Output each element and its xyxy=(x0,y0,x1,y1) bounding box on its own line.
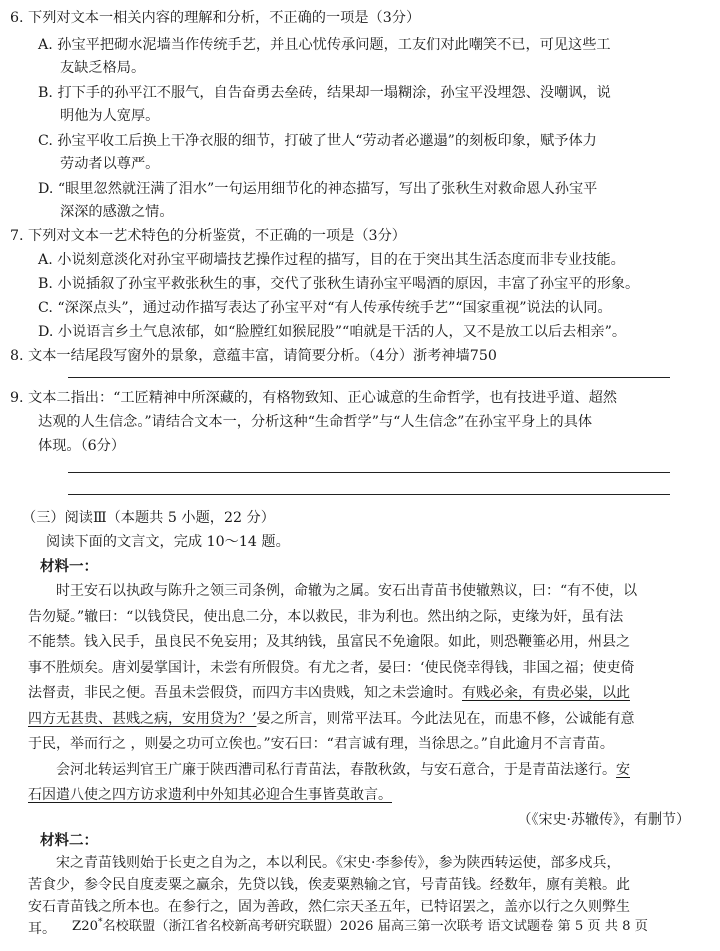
underlined-sentence-rest: 石因遣八使之四方访求遗利中外知其必迎合生事皆莫敢言。 xyxy=(28,787,392,803)
q6-option-d: D. “眼里忽然就汪满了泪水”一句运用细节化的神态描写，写出了张秋生对救命恩人孙宝平 xyxy=(38,181,598,197)
q6-option-c-cont: 劳动者以尊严。 xyxy=(60,156,160,172)
material1-line-text: 会河北转运判官王广廉于陕西漕司私行青苗法，春散秋敛，与安石意合，于是青苗法遂行。 xyxy=(28,761,616,778)
q6-stem: 6. 下列对文本一相关内容的理解和分析，不正确的一项是（3分） xyxy=(10,10,421,26)
material2-label: 材料二： xyxy=(40,832,98,849)
q9-answer-line-1 xyxy=(68,472,670,473)
q6-option-a: A. 孙宝平把砌水泥墙当作传统手艺，并且心忧传承问题，工友们对此嘲笑不已，可见这些工 xyxy=(38,37,611,53)
section-instruction: 阅读下面的文言文，完成 10～14 题。 xyxy=(46,534,290,550)
q6-option-b-cont: 明他为人宽厚。 xyxy=(60,108,160,124)
underlined-sentence-start: 安 xyxy=(616,761,630,778)
material1-line: 告勿疑。”辙曰：“以钱贷民，使出息二分，本以救民，非为利也。然出纳之际，吏缘为奸，虽有法 xyxy=(28,608,624,625)
material1-line: 不能禁。钱入民手，虽良民不免妄用；及其纳钱，虽富民不免逾限。如此，则恐鞭箠必用，州县之 xyxy=(28,634,630,650)
q6-option-a-cont: 友缺乏格局。 xyxy=(60,60,146,76)
material1-line-text: 晏之所言，则常平法耳。今此法见在，而患不修，公诚能有意 xyxy=(256,710,635,727)
q7-option-b: B. 小说插叙了孙宝平救张秋生的事，交代了张秋生请孙宝平喝酒的原因，丰富了孙宝平的形象。 xyxy=(38,276,640,292)
underlined-sentence-part2: 四方无甚贵、甚贱之病，安用贷为？’ xyxy=(28,710,257,727)
q7-option-d: D. 小说语言乡土气息浓郁，如“脸膛红如猴屁股”“咱就是干活的人，又不是放工以后去相亲”。 xyxy=(38,324,627,340)
material1-line xyxy=(28,759,630,781)
material1-line: 时王安石以执政与陈升之领三司条例，命辙为之属。安石出青苗书使辙熟议，曰：“有不使，以 xyxy=(28,583,638,599)
material1-line: 事不胜烦矣。唐刘晏掌国计，未尝有所假贷。有尤之者，晏曰：‘使民侥幸得钱，非国之福；使吏倚 xyxy=(28,659,635,676)
q9-answer-line-2 xyxy=(68,494,670,495)
material1-label: 材料一： xyxy=(40,558,98,575)
material1-line xyxy=(28,784,392,806)
q7-option-a: A. 小说刻意淡化对孙宝平砌墙技艺操作过程的描写，目的在于突出其生活态度而非专业技能。 xyxy=(38,252,625,268)
footer-brand: Z20 xyxy=(72,919,98,934)
q8-stem: 8. 文本一结尾段写窗外的景象，意蕴丰富，请简要分析。（4分）浙考神墙750 xyxy=(10,348,497,364)
material2-line: 耳。 xyxy=(28,921,56,937)
q7-option-c: C. “深深点头”，通过动作描写表达了孙宝平对“有人传承传统手艺”“国家重视”说法的认同。 xyxy=(38,300,612,316)
q6-option-b: B. 打下手的孙平江不服气，自告奋勇去垒砖，结果却一塌糊涂，孙宝平没埋怨、没嘲讽，说 xyxy=(38,85,611,101)
material1-line-text: 法督责，非民之便。吾虽未尝假贷，而四方丰凶贵贱，知之未尝逾时。 xyxy=(28,685,462,701)
material1-line xyxy=(28,682,630,704)
material1-line: 于民，举而行之 ，则晏之功可立俟也。”安石曰：“君言诚有理，当徐思之。”自此逾月不言青苗。 xyxy=(28,736,614,752)
material1-line xyxy=(28,708,634,730)
material2-line: 安石青苗钱之所本也。在参行之，固为善政，然仁宗天圣五年，已特诏罢之，盖亦以行之久则弊生 xyxy=(28,899,630,915)
q9-stem-line1: 9. 文本二指出：“工匠精神中所深藏的，有格物致知、正心诚意的生命哲学，也有技进乎道、超然 xyxy=(10,390,617,406)
q7-stem: 7. 下列对文本一艺术特色的分析鉴赏，不正确的一项是（3分） xyxy=(10,228,406,244)
q9-stem-line2: 达观的人生信念。”请结合文本一，分析这种“生命哲学”与“人生信念”在孙宝平身上的具体 xyxy=(38,414,593,430)
material1-source: （《宋史·苏辙传》，有删节） xyxy=(517,812,690,828)
footer-text: 名校联盟（浙江省名校新高考研究联盟）2026 届高三第一次联考 语文试题卷 第 5 页 共 8 页 xyxy=(102,919,648,934)
material2-line: 宋之青苗钱则始于长吏之自为之，本以利民。《宋史·李参传》，参为陕西转运使，部多戍兵， xyxy=(28,855,621,871)
underlined-sentence-part1: 有贱必籴，有贵必粜，以此 xyxy=(462,685,630,701)
material2-line: 苦食少，参令民自度麦粟之赢余，先贷以钱，俟麦粟熟输之官，号青苗钱。经数年，廪有美粮。此 xyxy=(28,877,630,893)
q8-answer-line xyxy=(68,377,670,378)
q6-option-d-cont: 深深的感激之情。 xyxy=(60,204,174,220)
q6-option-c: C. 孙宝平收工后换上干净衣服的细节，打破了世人“劳动者必邋遢”的刻板印象，赋予体力 xyxy=(38,133,597,149)
section-title: （三）阅读Ⅲ（本题共 5 小题，22 分） xyxy=(22,510,275,526)
footer-star: * xyxy=(98,917,103,928)
q9-stem-line3: 体现。（6分） xyxy=(38,438,126,454)
